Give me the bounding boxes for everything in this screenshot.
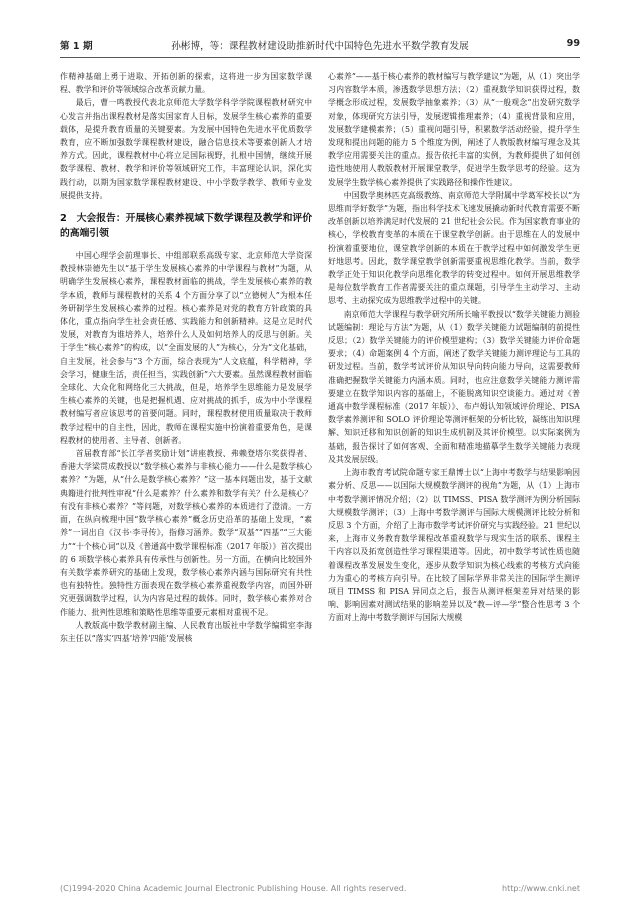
paragraph: 中国数学奥林匹克高级教练、南京师范大学附属中学葛军校长以“为思维而学好数学”为题，指出科学技术飞速发展撬动新时代教育需要不断改革创新以培养满足时代发展的 21 世纪社会公民。作为国家教育事业的核心，学校教育变革的本质在于课堂教学创新。由于思维在人的发展中扮演着重要地位，课堂教学创新的本质在于教学过程中如何激发学生更好地思考。因此，数学课堂教学创新需要重视思维化教学。当前，数学教学正处于知识化教学向思维化教学的转变过程中。如何开展思维教学是每位数学教育工作者需要关注的重点课题，引导学生主动学习、主动思考、主动探究成为思维教学过程中的关键。 — [328, 190, 580, 306]
right-column — [328, 70, 580, 625]
copyright-notice: (C)1994-2020 China Academic Journal Electronic Publishing House. All rights reserved. — [60, 884, 407, 893]
page-number: 99 — [566, 38, 580, 49]
section-heading: 2 大会报告：开展核心素养视域下数学课程及教学和评价的高端引领 — [60, 213, 312, 240]
paragraph: 心素养”——基于核心素养的教材编写与教学建议”为题，从（1）突出学习内容数学本质，渗透数学思想方法；（2）重视数学知识获得过程，数学概念形成过程，发展数学抽象素养；（3）从“一般观念”出发研究数学对象，体现研究方法引导，发展逻辑推理素养；（4）重视背景和应用，发展数学建模素养；（5）重视问题引导，积累数学活动经验，提升学生发现和提出问题的能力 5 个维度为例，阐述了人教版教材编写理念及其教学应用需要关注的重点。报告依托丰富的实例，为教师提供了如何创造性地使用人教版教材开展课堂教学，促进学生数学思考的经验。这为发展学生数学核心素养提供了实践路径和操作性建议。 — [328, 72, 580, 187]
paragraph: 上海市教育考试院命题专家王鼎博士以“上海中考数学与结果影响因素分析、反思——以国际大规模数学测评的视角”为题，从（1）上海市中考数学测评情况介绍；（2）以 TIMSS、PISA 数学测评为例分析国际大规模数学测评；（3）上海中考数学测评与国际大规模测评比较分析和反思 3 个方面，介绍了上海市数学考试评价研究与实践经验。21 世纪以来，上海市义务教育数学课程改革重视数学与现实生活的联系、课程主干内容以及拓宽创造性学习课程渠道等。因此，初中数学考试性质也随着课程改革发展发生变化，逐步从数学知识为核心线索的考核方式向能力为重心的考核方向引导。在比较了国际学界非常关注的国际学生测评项目 TIMSS 和 PISA 异同点之后，报告从测评框架差异对结果的影响、影响因素对测试结果的影响差异以及“教—评—学”整合性思考 3 个方面对上海中考数学测评与国际大规模 — [328, 468, 580, 623]
footer-url: http://www.cnki.net — [502, 884, 580, 893]
header-rule — [60, 57, 580, 58]
paragraph: 人教版高中数学教材副主编、人民教育出版社中学数学编辑室李海东主任以“落实‘四基’培养‘四能’发展核 — [60, 620, 312, 643]
paragraph: 首届教育部“长江学者奖励计划”讲座教授、弗赖登塔尔奖获得者、香港大学梁贯成教授以“数学核心素养与非核心能力——什么是数学核心素养？”为题，从“什么是数学核心素养？”这一基本问题出发，基于文献典籍进行批判性审视“什么是素养？什么素养和数学有关？什么是核心？有没有非核心素养？”等问题，对数学核心素养的本质进行了澄清。一方面，在纵向梳理中国“数学核心素养”概念历史沿革的基础上发现，“素养”一词出自《汉书·李寻传》，指修习涵养。数学“双基”“四基”“三大能力”“十个核心词”以及《普通高中数学课程标准（2017 年版）》首次提出的 6 项数学核心素养具有传承性与创新性。另一方面，在横向比较国外有关数学素养研究的基础上发现，数学核心素养内涵与国际研究有共性也有独特性。独特性方面表现在数学核心素养重视数学内容，而国外研究更强调数学过程，认为内容是过程的载体。同时，数学核心素养对合作能力、批判性思维和策略性思维等重要元素相对重视不足。 — [60, 449, 312, 617]
running-title: 孙彬博，等：课程教材建设助推新时代中国特色先进水平数学教育发展 — [171, 41, 469, 52]
running-header — [60, 38, 580, 54]
paragraph: 中国心理学会前理事长、中组部联系高级专家、北京师范大学资深教授林崇德先生以“基于学生发展核心素养的中学课程与教材”为题，从明确学生发展核心素养，课程教材面临的挑战，学生发展核心素养的教学本质，教师与课程教材的关系 4 个方面分享了以“立德树人”为根本任务研制学生发展核心素养的过程。核心素养是对党的教育方针政策的具体化，重点指向学生社会责任感、实践能力和创新精神。这是立足时代发展，对教育为谁培养人，培养什么人及如何培养人的反思与创新。关于学生“核心素养”的构成，以“全面发展的人”为核心，分为“文化基础，自主发展，社会参与”3 个方面，综合表现为“人文底蕴，科学精神，学会学习，健康生活，责任担当，实践创新”六大要素。虽然课程教材面临全球化、大众化和网络化三大挑战，但是，培养学生思维能力是发展学生核心素养的关键，也是把握机遇、应对挑战的抓手，成为中小学课程教材编写者应该思考的首要问题。同时，课程教材使用质量取决于教师教学过程中的自主性，因此，教师在课程实施中扮演着重要角色，是课程教材的使用者、主导者、创新者。 — [60, 251, 312, 445]
page-footer — [60, 884, 580, 896]
paragraph: 最后，曹一鸣教授代表北京师范大学数学科学学院课程教材研究中心发言并指出课程教材是落实国家育人目标，发展学生核心素养的重要载体，是提升教育质量的关键要素。为发展中国特色先进水平优质数学教育，应不断加强数学课程教材建设，融合信息技术等要素创新人才培养方式。因此，课程教材中心将立足国际视野，扎根中国情，继续开展数学课程、教材、教学和评价等领域研究工作，丰富理论认识，深化实践行动，以期为国家数学课程教材建设、中小学数学教学、教师专业发展提供支持。 — [60, 98, 312, 200]
issue-number: 第 1 期 — [60, 41, 93, 52]
paragraph: 作精神基础上勇于进取、开拓创新的探索，这将进一步为国家数学课程、教学和评价等领域综合改革贡献力量。 — [60, 72, 312, 95]
paragraph: 南京师范大学课程与教学研究所所长喻平教授以“数学关键能力测验试题编制：理论与方法”为题，从（1）数学关键能力试题编制的前提性反思；（2）数学关键能力的评价模型建构；（3）数学关键能力评价命题要求；（4）命题案例 4 个方面，阐述了数学关键能力测评理论与工具的研发过程。当前，数学考试评价从知识导向转向能力导向，这需要教师准确把握数学关键能力内涵本质。同时，也应注意数学关键能力测评需要建立在数学知识内容的基础上，不能脱离知识空谈能力。通过对《普通高中数学课程标准（2017 年版）》、布卢姆认知领域评价理论、PISA 数学素养测评和 SOLO 评价理论等测评框架的分析比较，凝练出知识理解、知识迁移和知识创新的知识生成机制及其评价模型。以实际案例为基础，报告探讨了如何客观、全面和精准地描摹学生数学关键能力表现及其发展层级。 — [328, 309, 580, 464]
left-column — [60, 70, 312, 645]
